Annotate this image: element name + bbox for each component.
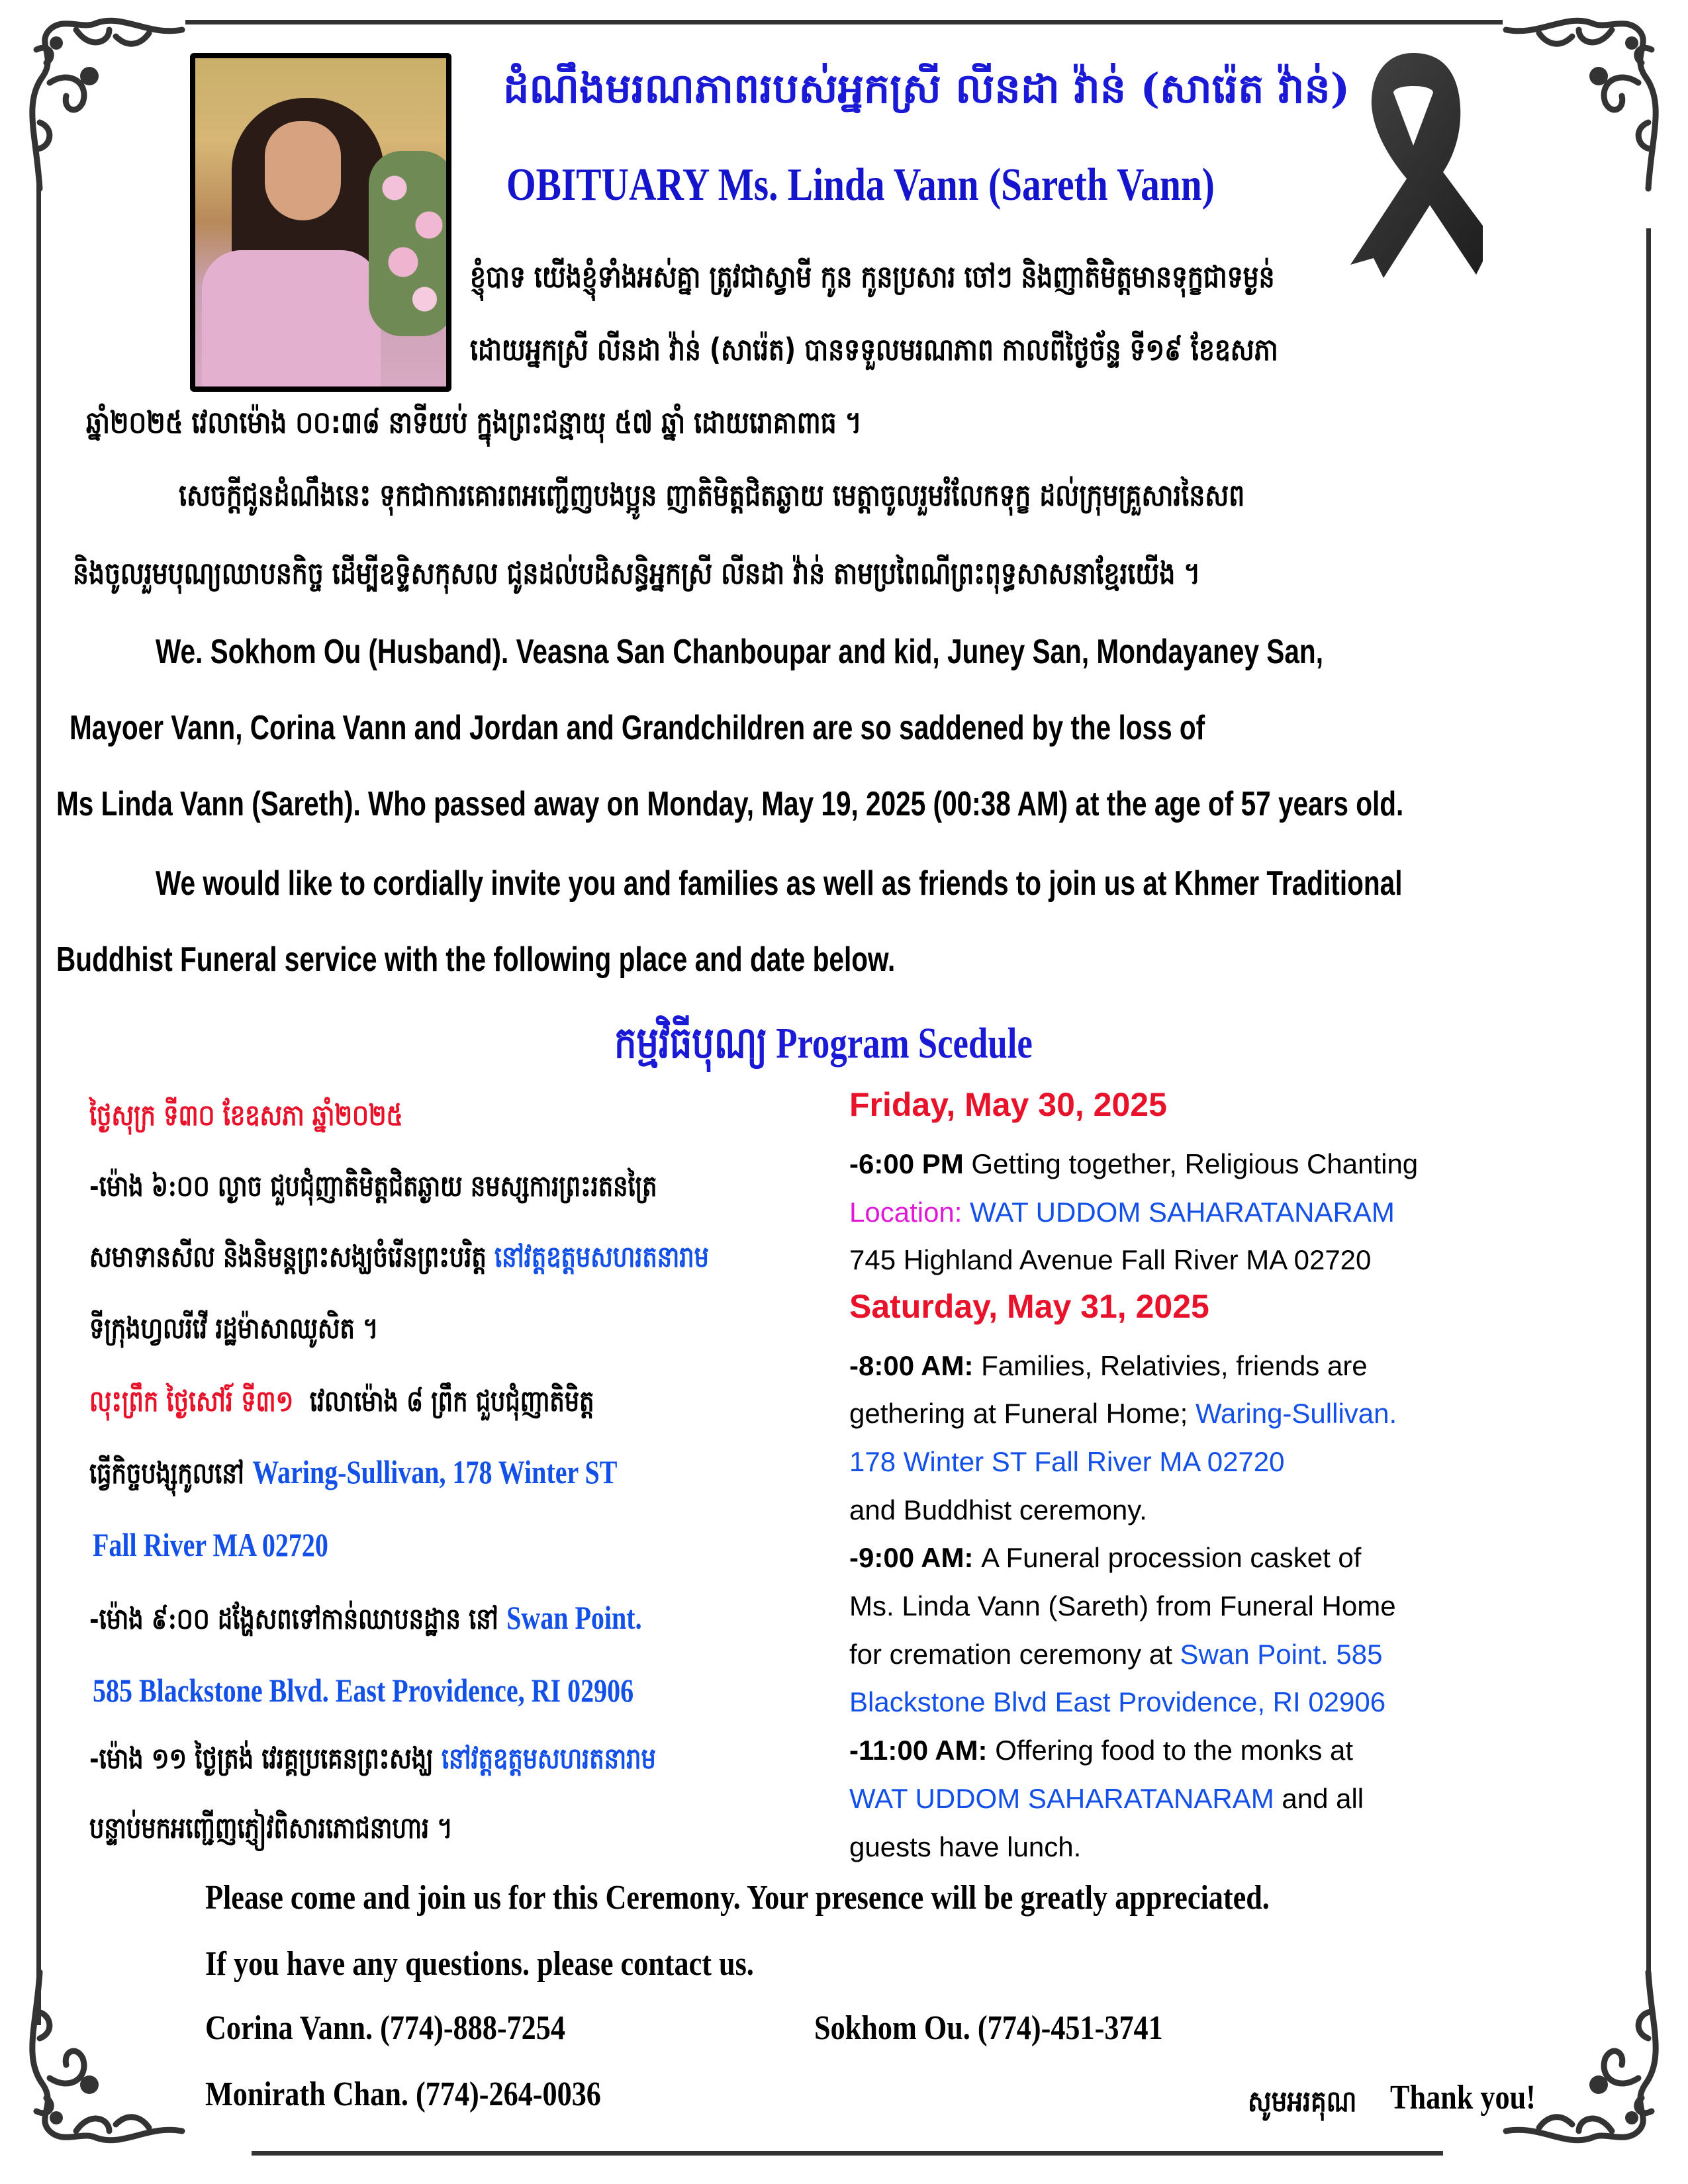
contact-sokhom: Sokhom Ou. (774)-451-3741 [814,2009,1163,2047]
corner-ornament-icon [1486,1959,1678,2158]
schedule-line [849,1350,1368,1382]
schedule-line [849,1197,1395,1228]
schedule-desc: gethering at Funeral Home; [849,1398,1188,1429]
english-announcement-line: We. Sokhom Ou (Husband). Veasna San Chanboupar and kid, Juney San, Mondayaney San, [156,633,1323,671]
invitation-text: Please come and join us for this Ceremony. Your presence will be greatly appreciated. [205,1879,1270,1917]
schedule-line [849,1735,1353,1766]
khmer-schedule-text: ធ្វើកិច្ចបង្សុកូលនៅ [89,1457,244,1490]
schedule-desc: Families, Relativies, friends are [981,1350,1368,1381]
english-announcement-line: Ms Linda Vann (Sareth). Who passed away on Monday, May 19, 2025 (00:38 AM) at the age of 57 years old. [56,785,1404,823]
contact-corina: Corina Vann. (774)-888-7254 [205,2009,565,2047]
swan-point-address: Blackstone Blvd East Providence, RI 02906 [849,1686,1386,1717]
khmer-schedule-line [89,1741,656,1783]
khmer-location-wat: នៅវត្តឧត្តមសហរតនារាម [494,1240,709,1274]
english-announcement-line: We would like to cordially invite you and families as well as friends to join us at Khmer Traditional [156,864,1403,903]
khmer-schedule-line [89,1453,617,1498]
saturday-heading: Saturday, May 31, 2025 [849,1288,1209,1325]
schedule-line [849,1542,1361,1574]
friday-heading: Friday, May 30, 2025 [849,1086,1167,1123]
khmer-schedule-text: -ម៉ោង ១១ ថ្ងៃត្រង់ វេរគ្គប្រគេនព្រះសង្ឃ [89,1742,434,1776]
location-name: WAT UDDOM SAHARATANARAM [849,1783,1274,1814]
schedule-time: -6:00 PM [849,1148,964,1179]
funeral-home-city: Fall River MA 02720 [93,1526,328,1563]
thank-you-english: Thank you! [1390,2079,1536,2116]
khmer-schedule-line: -ម៉ោង ៦:០០ ល្ងាច ជួបជុំញាតិមិត្តជិតឆ្ងាយ នមស្សការព្រះរតនត្រៃ [89,1169,657,1203]
frame-bottom-line [252,2151,1443,2156]
schedule-line [849,1148,1418,1180]
khmer-announcement-line: សេចក្តីជូនដំណឹងនេះ ទុកជាការគោរពអញ្ជើញបងប្អូន ញាតិមិត្តជិតឆ្ងាយ មេត្តាចូលរួមរំលែកទុក្ខ ដល់ក្រុមគ្រួសារនៃសព [179,477,1245,513]
khmer-friday-heading: ថ្ងៃសុក្រ ទី៣០ ខែឧសភា ឆ្នាំ២០២៥ [89,1099,403,1132]
khmer-title: ដំណឹងមរណភាពរបស់អ្នកស្រី លីនដា វ៉ាន់ (សារ៉េត វ៉ាន់) [503,64,1350,113]
schedule-time: -8:00 AM: [849,1350,974,1381]
schedule-line [849,1783,1364,1815]
schedule-desc: Ms. Linda Vann (Sareth) from Funeral Home [849,1590,1396,1621]
swan-point-address: 585 Blackstone Blvd. East Providence, RI 02906 [93,1672,634,1709]
contact-monirath: Monirath Chan. (774)-264-0036 [205,2075,601,2113]
khmer-schedule-text: វេលាម៉ោង ៨ ព្រឹក ជួបជុំញាតិមិត្ត [309,1385,594,1418]
english-announcement-line: Buddhist Funeral service with the following place and date below. [56,940,896,979]
questions-text: If you have any questions. please contact us. [205,1945,754,1983]
location-label: Location: [849,1197,962,1228]
english-announcement-line: Mayoer Vann, Corina Vann and Jordan and Grandchildren are so saddened by the loss of [70,709,1205,747]
khmer-saturday-heading: លុះព្រឹក ថ្ងៃសៅរ៍ ទី៣១ [89,1385,294,1418]
schedule-desc: guests have lunch. [849,1831,1082,1862]
schedule-desc: Getting together, Religious Chanting [971,1148,1419,1179]
schedule-line [849,1639,1382,1670]
khmer-schedule-line: ទីក្រុងហ្វលរីវើ រដ្ឋម៉ាសាឈូសិត ។ [89,1312,379,1345]
schedule-desc: for cremation ceremony at [849,1639,1172,1670]
schedule-time: -9:00 AM: [849,1542,974,1573]
schedule-line [849,1398,1397,1430]
swan-point-name: Swan Point. [506,1599,642,1636]
portrait-photo [190,53,451,392]
khmer-announcement-line: ឆ្នាំ២០២៥ វេលាម៉ោង ០០:៣៨ នាទីយប់ ក្នុងព្រះជន្មាយុ ៥៧ ឆ្នាំ ដោយរោគាពាធ ។ [86,404,862,440]
swan-point-name: Swan Point. 585 [1180,1639,1383,1670]
mourning-ribbon-icon [1344,46,1483,285]
khmer-location-wat: នៅវត្តឧត្តមសហរតនារាម [441,1742,656,1776]
khmer-announcement-line: ខ្ញុំបាទ យើងខ្ញុំទាំងអស់គ្នា ត្រូវជាស្វាមី កូន កូនប្រសារ ចៅៗ និងញាតិមិត្តមានទុក្ខជាទម្ងន់ [470,259,1275,295]
khmer-announcement-line: ដោយអ្នកស្រី លីនដា វ៉ាន់ (សារ៉េត) បានទទួលមរណភាព កាលពីថ្ងៃច័ន្ទ ទី១៩ ខែឧសភា [470,332,1278,367]
frame-left-line [36,185,41,2025]
khmer-schedule-line [89,1239,709,1281]
corner-ornament-icon [1486,3,1678,202]
funeral-home-address: Waring-Sullivan, 178 Winter ST [252,1453,618,1490]
schedule-desc: A Funeral procession casket of [981,1542,1362,1573]
schedule-desc: and Buddhist ceremony. [849,1494,1147,1525]
khmer-schedule-line [89,1598,642,1643]
khmer-schedule-line: បន្ទាប់មកអញ្ជើញភ្ញៀវពិសារភោជនាហារ ។ [89,1811,453,1845]
khmer-schedule-text: សមាទានសីល និងនិមន្តព្រះសង្ឃចំរើនព្រះបរិត្ត [89,1240,487,1274]
schedule-desc: and all [1282,1783,1364,1814]
frame-top-line [185,20,1503,24]
corner-ornament-icon [10,1959,202,2158]
khmer-announcement-line: និងចូលរួមបុណ្យឈាបនកិច្ច ដើម្បីឧទ្ទិសកុសល ជូនដល់បដិសន្ធិអ្នកស្រី លីនដា វ៉ាន់ តាមប្រពៃណីព្រះពុទ្ធសាសនាខ្មែរយើង ។ [73,555,1201,591]
khmer-schedule-text: -ម៉ោង ៩:០០ ដង្ហែសពទៅកាន់ឈាបនដ្ឋាន នៅ [89,1602,498,1636]
khmer-schedule-line [89,1383,594,1426]
thank-you-khmer: សូមអរគុណ [1248,2085,1357,2118]
funeral-home-address: 178 Winter ST Fall River MA 02720 [849,1446,1285,1477]
location-address: 745 Highland Avenue Fall River MA 02720 [849,1244,1372,1275]
schedule-time: -11:00 AM: [849,1735,988,1766]
program-schedule-title: កម្មវិធីបុណ្យ Program Scedule [614,1019,1033,1068]
english-title: OBITUARY Ms. Linda Vann (Sareth Vann) [506,159,1215,210]
location-name: WAT UDDOM SAHARATANARAM [970,1197,1395,1228]
schedule-desc: Offering food to the monks at [995,1735,1354,1766]
frame-right-line [1646,228,1651,1982]
corner-ornament-icon [10,3,202,202]
funeral-home-name: Waring-Sullivan. [1195,1398,1397,1429]
